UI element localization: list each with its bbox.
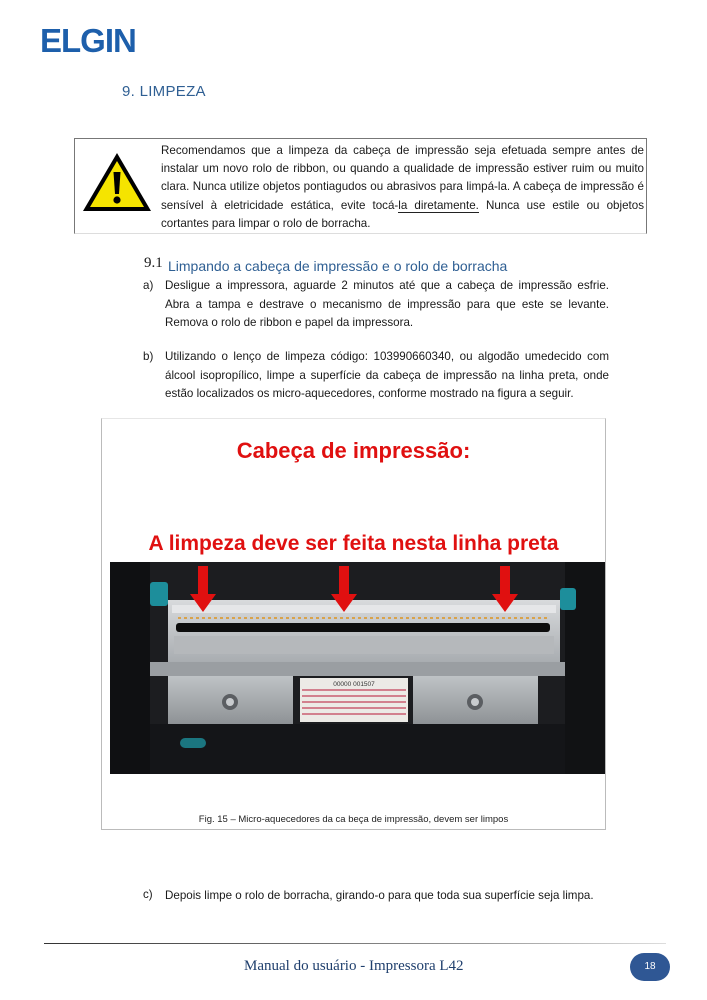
item-c-text: Depois limpe o rolo de borracha, girando-o para que toda sua superfície seja limpa. (165, 889, 594, 902)
figure-caption: Fig. 15 – Micro-aquecedores da ca beça de impressão, devem ser limpos (198, 814, 509, 825)
subsection-number: 9.1 (144, 255, 163, 271)
warning-text: Recomendamos que a limpeza da cabeça de impressão seja efetuada sempre antes de instalar um novo rolo de ribbon, ou quando a qualidade de impressão estiver ruim ou muito clara. Nunca utilize objetos pontiagudos ou abrasivos para limpá-la. A cabeça de impressão é sensível à eletricidade estática, evite tocá-la diretamente. Nunca use estile ou objetos cortantes para limpar o rolo de borracha. (161, 144, 644, 230)
item-a-marker: a) (143, 279, 154, 292)
figure-heading: Cabeça de impressão: (236, 438, 471, 463)
item-b-text: Utilizando o lenço de limpeza código: 103990660340, ou algodão umedecido com álcool isopropílico, limpe a superfície da cabeça de impressão na linha preta, onde estão localizados os micro-aquecedores, conforme mostrado na figura a seguir. (165, 350, 609, 400)
figure-subheading: A limpeza deve ser feita nesta linha preta (148, 532, 559, 555)
logo-text: ELGIN (40, 24, 136, 56)
item-c-marker: c) (143, 888, 153, 901)
subsection-title: Limpando a cabeça de impressão e o rolo de borracha (168, 258, 508, 274)
printhead-photo (110, 562, 605, 774)
footer-divider (44, 943, 666, 944)
page-number: 18 (630, 953, 670, 981)
item-a-text: Desligue a impressora, aguarde 2 minutos até que a cabeça de impressão esfrie. Abra a tampa e destrave o mecanismo de impressão para que este se levante. Remova o rolo de ribbon e papel da impressora. (165, 279, 609, 329)
section-title: 9. LIMPEZA (122, 83, 206, 100)
warning-underlined-text: la diretamente. (398, 198, 479, 212)
cable-label: 00000 001507 (333, 681, 375, 688)
warning-triangle-icon (80, 150, 154, 214)
item-b-marker: b) (143, 350, 154, 363)
elgin-logo (40, 24, 144, 56)
footer-title: Manual do usuário - Impressora L42 (244, 958, 464, 974)
